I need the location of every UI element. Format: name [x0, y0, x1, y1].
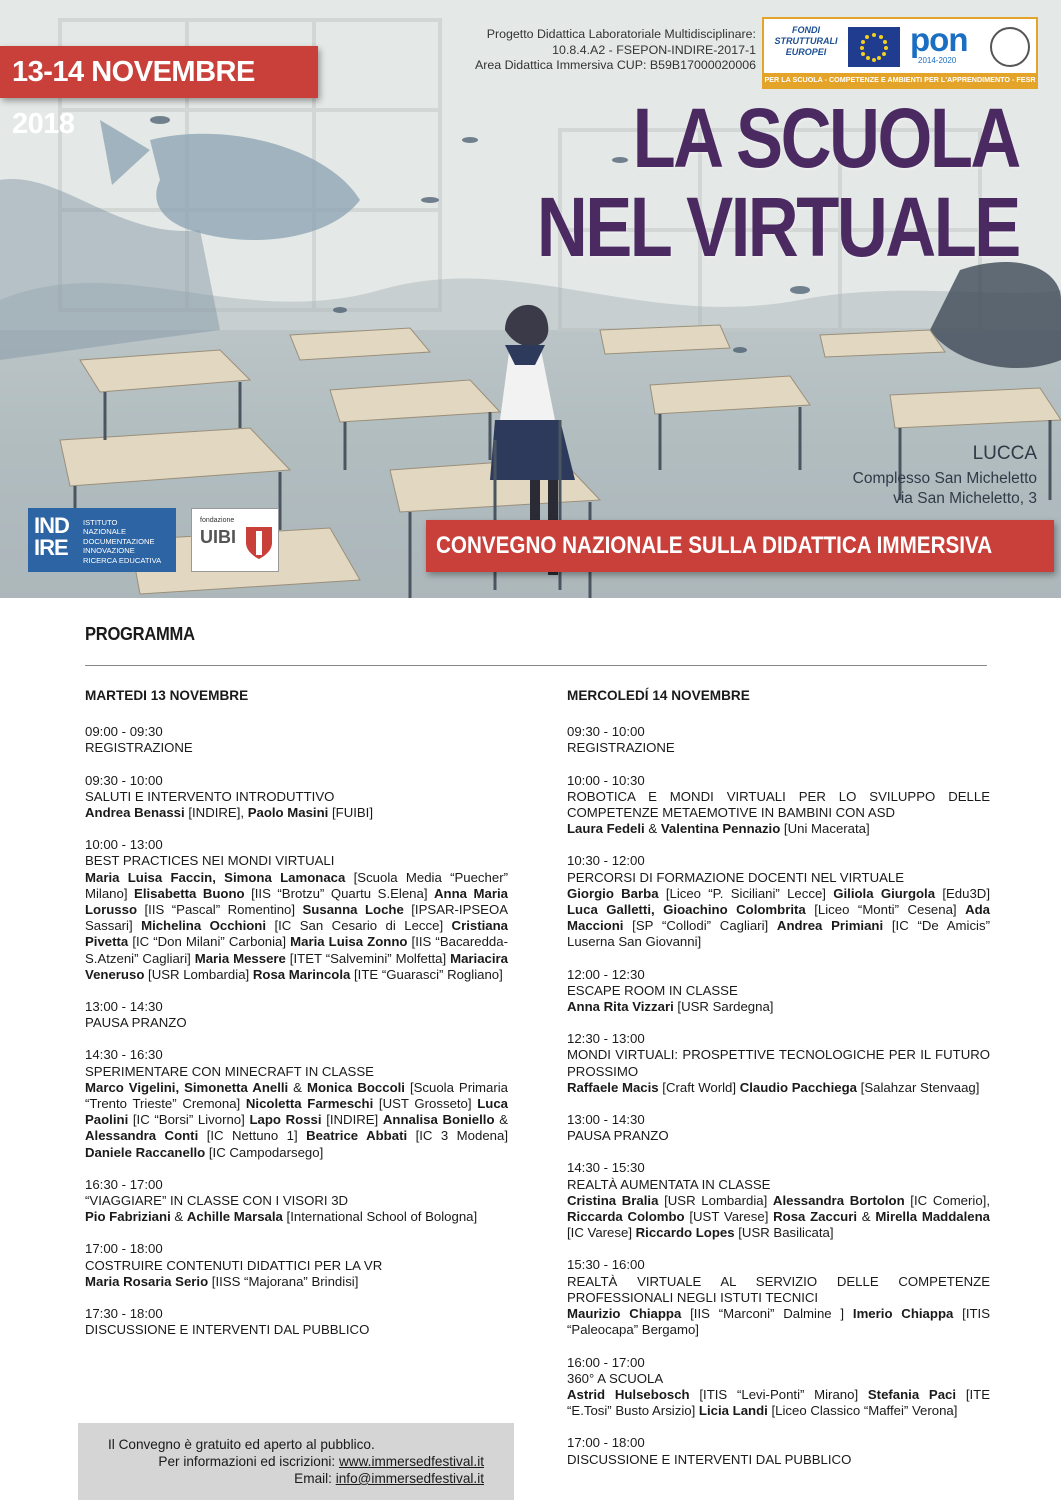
event-date-badge: 13-14 NOVEMBRE 2018: [0, 46, 318, 98]
project-info: [440, 27, 756, 74]
schedule-item: [567, 724, 990, 756]
schedule-item: [567, 1435, 990, 1467]
fondi-strutturali-logo: FONDI STRUTTURALI EUROPEI: [774, 25, 838, 57]
schedule-title: 360° A SCUOLA: [567, 1370, 664, 1386]
schedule-speakers: Maria Luisa Faccin, Simona Lamonaca [Scuola Media “Puecher” Milano] Elisabetta Buono [IIS “Brotzu” Quartu S.Elena] Anna Maria Lorusso [IIS “Pascal” Romentino] Susanna Loche [IPSAR-IPSEOA Sassari] Michelina Occhioni [IC San Cesario di Lecce] Cristiana Pivetta [IC “Don Milani” Carbonia] Maria Luisa Zonno [IIS “Bacaredda-S.Atzeni” Cagliari] Maria Messere [ITET “Salvemini” Molfetta] Mariacira Veneruso [USR Lombardia] Rosa Marincola [ITE “Guarasci” Rogliano]: [85, 869, 509, 982]
schedule-item: [85, 837, 508, 983]
schedule-speakers: Cristina Bralia [USR Lombardia] Alessandra Bortolon [IC Comerio], Riccarda Colombo [UST Varese] Rosa Zaccuri & Mirella Maddalena [IC Varese] Riccardo Lopes [USR Basilicata]: [567, 1192, 990, 1241]
schedule-title: REALTÀ VIRTUALE AL SERVIZIO DELLE COMPETENZE PROFESSIONALI NEGLI ISTUTI TECNICI: [567, 1273, 990, 1305]
schedule-item: [567, 853, 990, 950]
schedule-speakers: Marco Vigelini, Simonetta Anelli & Monica Boccoli [Scuola Primaria “Trento Trieste” Cremona] Nicoletta Farmeschi [UST Grosseto] Luca Paolini [IC “Borsi” Livorno] Lapo Rossi [INDIRE] Annalisa Boniello & Alessandra Conti [IC Nettuno 1] Beatrice Abbati [IC 3 Modena] Daniele Raccanello [IC Campodarsego]: [85, 1079, 509, 1160]
schedule-time: 16:00 - 17:00: [567, 1354, 645, 1370]
schedule-item: [85, 773, 508, 822]
schedule-time: 09:30 - 10:00: [85, 772, 163, 788]
title-line-2: NEL VIRTUALE: [536, 180, 1019, 274]
schedule-time: 09:30 - 10:00: [567, 724, 645, 740]
project-line: Area Didattica Immersiva CUP: B59B17000020006: [474, 58, 756, 72]
schedule-title: BEST PRACTICES NEI MONDI VIRTUALI: [85, 853, 335, 869]
website-link[interactable]: www.immersedfestival.it: [338, 1454, 484, 1469]
schedule-title: REALTÀ AUMENTATA IN CLASSE: [567, 1176, 771, 1192]
pon-logo-strip: [762, 17, 1038, 89]
venue-address: via San Micheletto, 3: [893, 490, 1037, 507]
uibi-logo-name: UIBI: [200, 527, 236, 547]
schedule-title: PAUSA PRANZO: [85, 1015, 187, 1031]
schedule-time: 10:00 - 10:30: [567, 772, 645, 788]
schedule-title: REGISTRAZIONE: [85, 740, 193, 756]
schedule-time: 12:30 - 13:00: [567, 1031, 645, 1047]
venue-name: Complesso San Micheletto: [852, 470, 1037, 487]
schedule-title: SALUTI E INTERVENTO INTRODUTTIVO: [85, 788, 335, 804]
uibi-logo: [191, 508, 279, 572]
schedule-time: 10:00 - 13:00: [85, 837, 163, 853]
divider: [85, 665, 987, 666]
schedule-time: 15:30 - 16:00: [567, 1257, 645, 1273]
schedule-item: [85, 1241, 508, 1290]
schedule-item: [567, 967, 990, 1016]
day-column: [567, 688, 990, 1484]
uibi-shield-icon: [244, 525, 274, 561]
venue-city: LUCCA: [972, 443, 1037, 464]
schedule-time: 09:00 - 09:30: [85, 724, 163, 740]
conference-subtitle: CONVEGNO NAZIONALE SULLA DIDATTICA IMMERSIVA: [436, 532, 993, 559]
schedule-item: [85, 1177, 508, 1226]
schedule-speakers: Andrea Benassi [INDIRE], Paolo Masini [FUIBI]: [85, 805, 374, 821]
indire-logo-line: NAZIONALE: [83, 527, 127, 537]
schedule-time: 13:00 - 14:30: [567, 1112, 645, 1128]
pon-years: 2014-2020: [918, 56, 957, 65]
schedule-title: SPERIMENTARE CON MINECRAFT IN CLASSE: [85, 1063, 374, 1079]
schedule-title: MONDI VIRTUALI: PROSPETTIVE TECNOLOGICHE PER IL FUTURO PROSSIMO: [567, 1047, 990, 1079]
schedule-speakers: Anna Rita Vizzari [USR Sardegna]: [567, 999, 774, 1015]
title-line-1: LA SCUOLA: [632, 91, 1019, 185]
schedule-title: DISCUSSIONE E INTERVENTI DAL PUBBLICO: [85, 1322, 370, 1338]
schedule-time: 16:30 - 17:00: [85, 1176, 163, 1192]
schedule-speakers: Laura Fedeli & Valentina Pennazio [Uni Macerata]: [567, 821, 870, 837]
indire-logo-text: IND: [34, 513, 69, 538]
indire-logo-line: RICERCA EDUCATIVA: [83, 555, 162, 565]
schedule-item: [85, 724, 508, 756]
program-heading: PROGRAMMA: [85, 624, 195, 644]
day-column: [85, 688, 508, 1355]
indire-logo: [28, 508, 176, 572]
indire-logo-text: IRE: [34, 535, 68, 560]
info-box: [78, 1423, 514, 1500]
schedule-item: [85, 1047, 508, 1160]
schedule-item: [567, 1160, 990, 1241]
indire-logo-line: ISTITUTO: [83, 518, 118, 527]
schedule-speakers: Raffaele Macis [Craft World] Claudio Pacchiega [Salahzar Stenvaag]: [567, 1079, 980, 1095]
schedule-title: COSTRUIRE CONTENUTI DIDATTICI PER LA VR: [85, 1257, 383, 1273]
info-free-entry: Il Convegno è gratuito ed aperto al pubblico.: [108, 1437, 375, 1452]
schedule-item: [85, 1306, 508, 1338]
email-link[interactable]: info@immersedfestival.it: [335, 1471, 484, 1486]
info-email: [294, 1470, 484, 1487]
schedule-item: [85, 999, 508, 1031]
info-email-label: Email:: [294, 1471, 336, 1486]
schedule-title: REGISTRAZIONE: [567, 740, 675, 756]
schedule-item: [567, 1355, 990, 1420]
schedule-item: [567, 1257, 990, 1338]
info-contacts: [158, 1453, 484, 1470]
schedule-item: [567, 1112, 990, 1144]
schedule-time: 17:00 - 18:00: [567, 1435, 645, 1451]
schedule-time: 12:00 - 12:30: [567, 966, 645, 982]
project-line: Progetto Didattica Laboratoriale Multidisciplinare:: [486, 27, 756, 41]
schedule-speakers: Maria Rosaria Serio [IISS “Majorana” Brindisi]: [85, 1273, 359, 1289]
schedule-time: 14:30 - 16:30: [85, 1047, 163, 1063]
schedule-title: ROBOTICA E MONDI VIRTUALI PER LO SVILUPPO DELLE COMPETENZE METAEMOTIVE IN BAMBINI CON ASD: [567, 788, 990, 821]
schedule-speakers: Astrid Hulsebosch [ITIS “Levi-Ponti” Mirano] Stefania Paci [ITE “E.Tosi” Busto Arsizio] Licia Landi [Liceo Classico “Maffei” Verona]: [567, 1386, 990, 1419]
schedule-speakers: Giorgio Barba [Liceo “P. Siciliani” Lecce] Giliola Giurgola [Edu3D] Luca Galletti, Gioachino Colombrita [Liceo “Monti” Cesena] Ada Maccioni [SP “Collodi” Cagliari] Andrea Primiani [IC “De Amicis” Luserna San Giovanni]: [567, 885, 990, 950]
eu-flag-icon: [848, 27, 900, 67]
schedule-time: 14:30 - 15:30: [567, 1160, 645, 1176]
schedule-time: 13:00 - 14:30: [85, 999, 163, 1015]
schedule-title: PERCORSI DI FORMAZIONE DOCENTI NEL VIRTUALE: [567, 869, 905, 885]
schedule-time: 17:00 - 18:00: [85, 1241, 163, 1257]
schedule-title: ESCAPE ROOM IN CLASSE: [567, 982, 738, 998]
schedule-title: “VIAGGIARE” IN CLASSE CON I VISORI 3D: [85, 1193, 349, 1209]
pon-logo: pon: [910, 21, 968, 58]
day-heading: MARTEDI 13 NOVEMBRE: [85, 688, 249, 703]
indire-logo-line: DOCUMENTAZIONE: [83, 536, 155, 546]
schedule-time: 10:30 - 12:00: [567, 853, 645, 869]
hero-banner: [0, 0, 1061, 598]
project-line: 10.8.4.A2 - FSEPON-INDIRE-2017-1: [552, 42, 756, 57]
uibi-logo-small: fondazione: [200, 517, 235, 524]
conference-subtitle-banner: [426, 520, 1054, 572]
info-contacts-label: Per informazioni ed iscrizioni:: [158, 1454, 339, 1469]
day-heading: MERCOLEDÍ 14 NOVEMBRE: [567, 688, 750, 703]
schedule-item: [567, 773, 990, 838]
schedule-title: DISCUSSIONE E INTERVENTI DAL PUBBLICO: [567, 1451, 852, 1467]
indire-logo-line: INNOVAZIONE: [83, 546, 135, 556]
schedule-title: PAUSA PRANZO: [567, 1128, 669, 1144]
schedule-speakers: Pio Fabriziani & Achille Marsala [International School of Bologna]: [85, 1209, 478, 1225]
schedule-time: 17:30 - 18:00: [85, 1306, 163, 1322]
pon-logo-bar: PER LA SCUOLA - COMPETENZE E AMBIENTI PER L'APPRENDIMENTO - FESR: [764, 73, 1036, 87]
schedule-item: [567, 1031, 990, 1096]
schedule-speakers: Maurizio Chiappa [IIS “Marconi” Dalmine ] Imerio Chiappa [ITIS “Paleocapa” Bergamo]: [567, 1306, 991, 1338]
italian-republic-emblem-icon: [990, 27, 1030, 67]
